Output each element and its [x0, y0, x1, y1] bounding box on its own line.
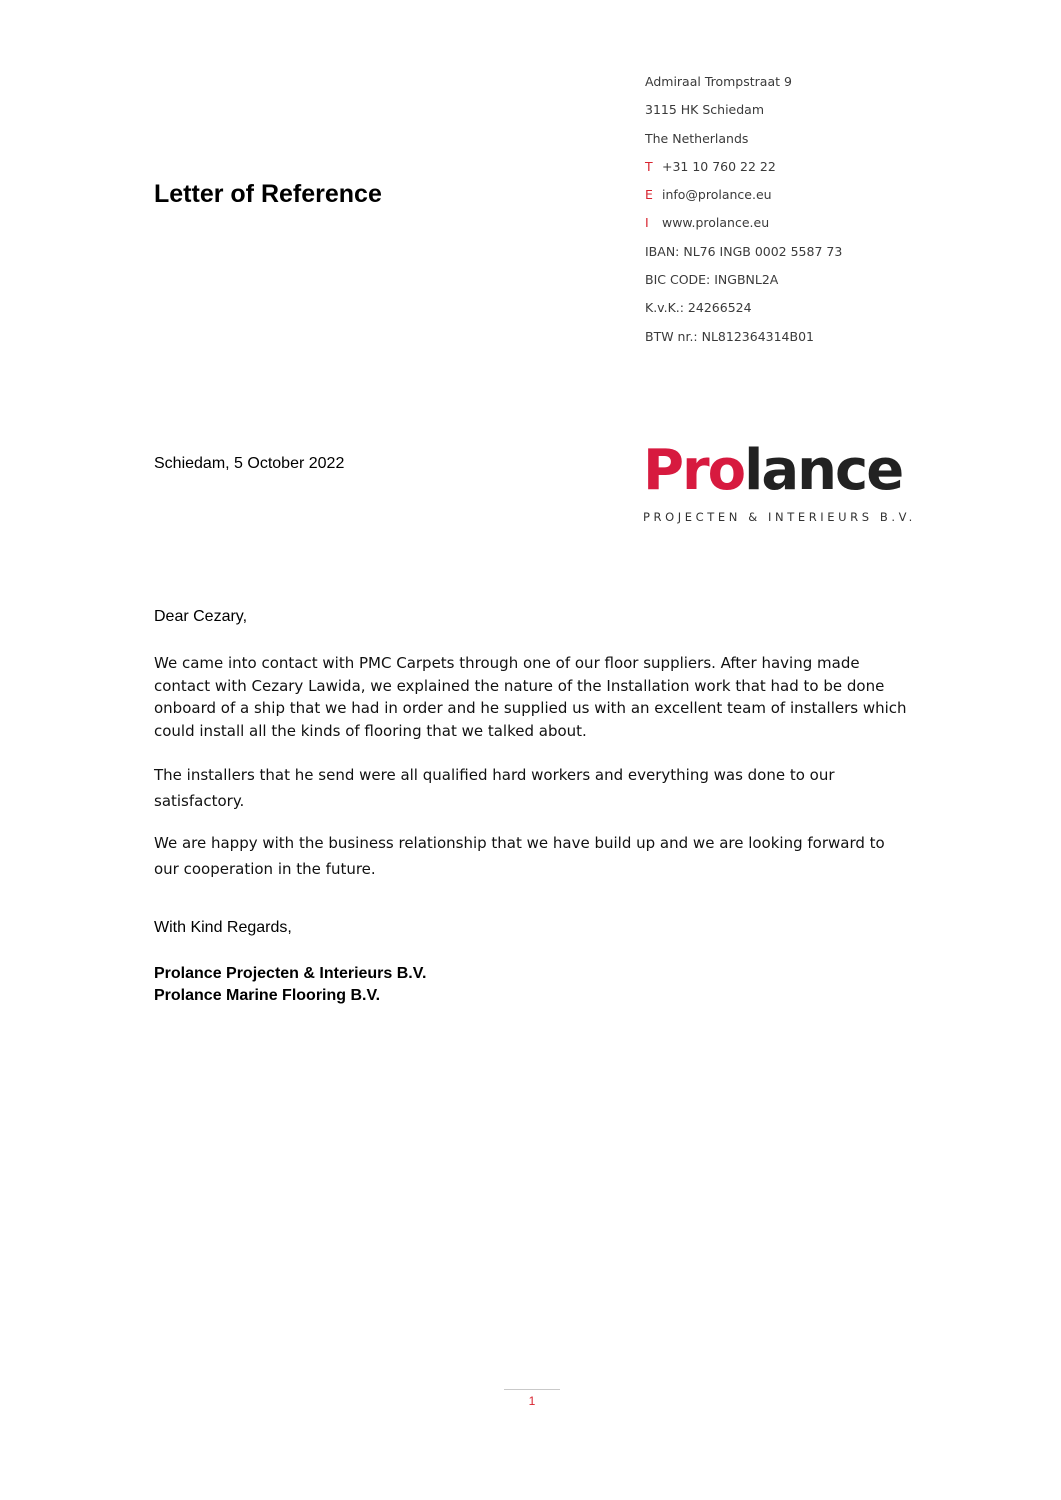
logo-tagline: PROJECTEN & INTERIEURS B.V.	[643, 510, 916, 524]
phone-value: +31 10 760 22 22	[661, 158, 776, 174]
contact-phone	[645, 155, 965, 183]
website-value: www.prolance.eu	[661, 215, 770, 231]
registration-kvk: K.v.K.: 24266524	[645, 300, 752, 316]
logo-wordmark-red: Pro	[643, 438, 745, 503]
signature-block	[154, 963, 426, 1007]
footer-divider	[504, 1389, 560, 1390]
body-paragraph-3: We are happy with the business relationship that we have build up and we are looking forward to our cooperation in the future.	[154, 834, 885, 878]
page-title: Letter of Reference	[154, 180, 382, 208]
signature-line-2: Prolance Marine Flooring B.V.	[154, 987, 381, 1004]
date-line: Schiedam, 5 October 2022	[154, 455, 345, 472]
signature-line-1: Prolance Projecten & Interieurs B.V.	[154, 965, 427, 982]
registration-btw: BTW nr.: NL812364314B01	[645, 328, 814, 344]
address-street: Admiraal Trompstraat 9	[645, 74, 792, 89]
logo-wordmark-dark: lance	[744, 438, 903, 503]
page-number: 1	[528, 1394, 536, 1408]
address-country: The Netherlands	[645, 130, 749, 146]
salutation: Dear Cezary,	[154, 608, 248, 625]
company-logo	[643, 440, 933, 524]
letterhead-address-block	[645, 70, 965, 353]
contact-website	[645, 211, 965, 239]
email-value: info@prolance.eu	[661, 187, 772, 203]
body-paragraph-2: The installers that he send were all qualified hard workers and everything was done to our satisfactory.	[154, 766, 835, 810]
registration-iban: IBAN: NL76 INGB 0002 5587 73	[645, 243, 843, 259]
registration-bic: BIC CODE: INGBNL2A	[645, 272, 779, 288]
phone-prefix: T	[645, 158, 653, 174]
address-postal-city: 3115 HK Schiedam	[645, 102, 765, 118]
contact-email	[645, 183, 965, 211]
email-prefix: E	[645, 187, 653, 203]
website-prefix: I	[645, 215, 649, 231]
body-paragraph-1: We came into contact with PMC Carpets through one of our floor suppliers. After having made contact with Cezary Lawida, we explained the nature of the Installation work that had to be done onboard of a ship that we had in order and he supplied us with an excellent team of installers which could install all the kinds of flooring that we talked about.	[154, 654, 907, 740]
closing: With Kind Regards,	[154, 919, 292, 936]
logo-wordmark	[643, 440, 933, 502]
